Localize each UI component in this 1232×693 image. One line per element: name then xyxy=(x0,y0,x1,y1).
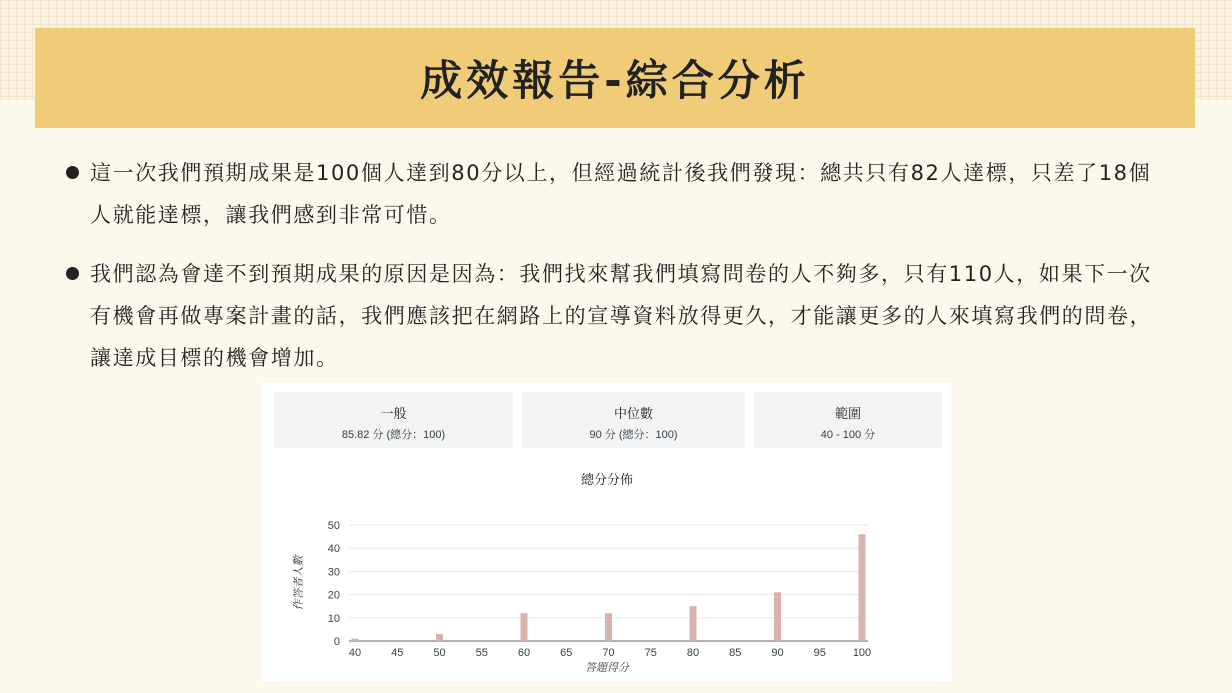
y-tick-label: 10 xyxy=(327,612,340,625)
y-tick-label: 30 xyxy=(327,566,340,579)
x-axis-label: 答題得分 xyxy=(585,662,629,674)
x-tick-label: 55 xyxy=(475,647,488,659)
x-tick-label: 95 xyxy=(813,647,826,659)
bar xyxy=(436,634,443,641)
bar xyxy=(774,592,781,641)
x-tick-label: 100 xyxy=(852,647,872,659)
x-tick-label: 40 xyxy=(348,647,362,659)
x-tick-label: 60 xyxy=(517,647,531,659)
bullet-text: 這一次我們預期成果是100個人達到80分以上，但經過統計後我們發現：總共只有82人達標，只差了18個人就能達標，讓我們感到非常可惜。 xyxy=(90,161,1152,227)
stat-label: 範圍 xyxy=(834,406,861,421)
score-distribution-chart xyxy=(262,383,952,681)
stat-value: 40 - 100 分 xyxy=(820,429,876,441)
stat-value: 90 分 (總分：100) xyxy=(589,429,678,441)
y-axis-label: 作答者人數 xyxy=(293,555,305,611)
title-banner xyxy=(35,28,1195,128)
y-tick-label: 20 xyxy=(327,589,340,602)
bullet-dot-icon xyxy=(66,166,79,179)
bar xyxy=(859,534,866,641)
x-tick-label: 90 xyxy=(771,647,784,659)
chart-card xyxy=(262,383,952,681)
bar xyxy=(352,639,359,641)
bullet-list xyxy=(66,152,1156,396)
x-tick-label: 45 xyxy=(391,647,404,659)
page-title: 成效報告-綜合分析 xyxy=(420,56,810,105)
stat-value: 85.82 分 (總分：100) xyxy=(341,429,446,441)
y-tick-label: 0 xyxy=(333,636,340,648)
bar xyxy=(605,613,612,641)
bullet-item xyxy=(66,253,1156,379)
bullet-text: 我們認為會達不到預期成果的原因是因為：我們找來幫我們填寫問卷的人不夠多，只有110人，如果下一次有機會再做專案計畫的話，我們應該把在網路上的宣導資料放得更久，才能讓更多的人來填寫我們的問卷，讓達成目標的機會增加。 xyxy=(90,262,1153,370)
x-tick-label: 70 xyxy=(602,647,615,659)
x-tick-label: 50 xyxy=(433,647,446,659)
x-tick-label: 85 xyxy=(729,647,742,659)
bar xyxy=(521,613,528,641)
x-tick-label: 65 xyxy=(560,647,573,659)
chart-title: 總分分佈 xyxy=(580,472,634,487)
stat-label: 中位數 xyxy=(613,406,653,421)
bullet-dot-icon xyxy=(66,267,79,280)
bullet-item xyxy=(66,152,1156,236)
stat-label: 一般 xyxy=(380,406,407,421)
x-tick-label: 80 xyxy=(686,647,700,659)
y-tick-label: 50 xyxy=(327,520,340,532)
y-tick-label: 40 xyxy=(327,543,340,556)
x-tick-label: 75 xyxy=(644,647,657,659)
bar xyxy=(690,606,697,641)
